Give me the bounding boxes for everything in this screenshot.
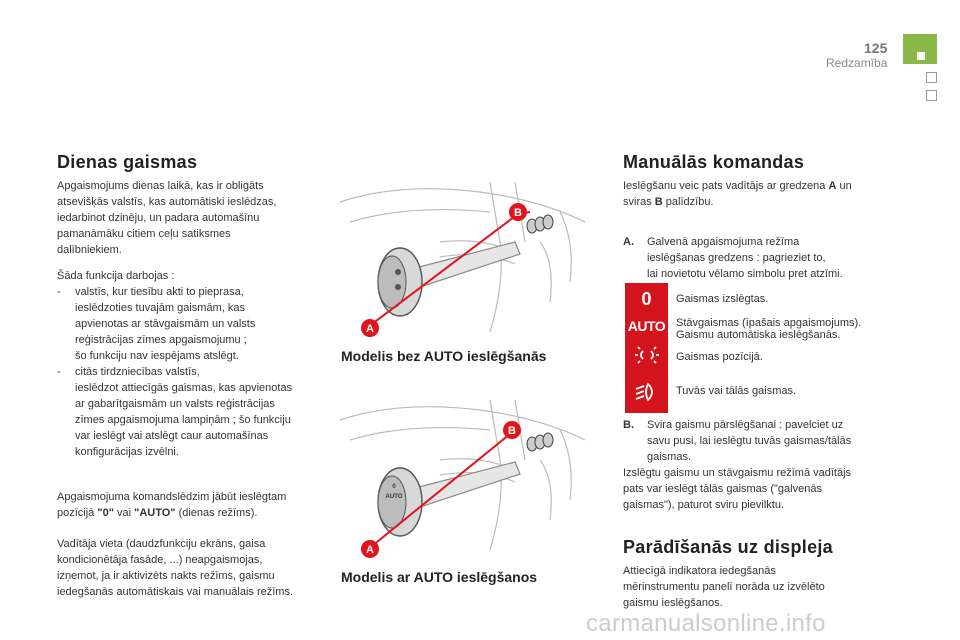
text-line: šo funkciju nav iespējams atslēgt. <box>75 350 239 362</box>
text-line: pats var ieslēgt tālās gaismas ("galvenās <box>623 483 822 495</box>
sidelights-icon <box>625 341 668 369</box>
text-line: savu pusi, lai ieslēgtu tuvās gaismas/tālās <box>647 435 852 447</box>
text-line: dalībniekiem. <box>57 244 122 256</box>
auto-description <box>676 316 861 343</box>
chapter-tab <box>903 34 937 64</box>
light-symbols-panel <box>625 283 668 413</box>
item-b-label: B. <box>623 419 634 431</box>
list-dash: - <box>57 286 61 298</box>
text-line: Šāda funkcija darbojas : <box>57 270 175 282</box>
auto-symbol-icon: AUTO <box>627 318 666 334</box>
caption-no-auto: Modelis bez AUTO ieslēgšanās <box>341 348 547 364</box>
text-line: kondicionētāja fasāde, ...) neapgaismojas, <box>57 554 263 566</box>
text-line: iedegšanās automātiskais vai manuālais režīms. <box>57 586 294 598</box>
text-line: ar gabarītgaismām un valsts reģistrācijas <box>75 398 275 410</box>
caption-with-auto: Modelis ar AUTO ieslēgšanos <box>341 569 538 585</box>
text-line: Ieslēgšanu veic pats vadītājs ar gredzena A un <box>623 180 852 192</box>
section-title: Redzamība <box>826 56 888 70</box>
text-line: Gaismu automātiska ieslēgšanās. <box>676 329 841 341</box>
headlights-description: Tuvās vai tālās gaismas. <box>676 385 797 397</box>
tab-box-icon <box>926 90 937 101</box>
heading-daytime-lights: Dienas gaismas <box>57 152 198 172</box>
list-item <box>57 284 327 364</box>
list-dash: - <box>57 366 61 378</box>
text-line: Galvenā apgaismojuma režīma <box>647 236 800 248</box>
display-paragraph <box>623 563 893 611</box>
text-line: Izslēgtu gaismu un stāvgaismu režīmā vadītājs <box>623 467 852 479</box>
off-symbol-icon: 0 <box>641 288 652 309</box>
text-line: reģistrācijas zīmes apgaismojumu ; <box>75 334 247 346</box>
manual-intro <box>623 178 893 210</box>
text-line: gaismas. <box>647 451 692 463</box>
marker-b: B <box>508 425 516 437</box>
text-line: var ieslēgt vai atslēgt caur automašīnas <box>75 430 269 442</box>
ring-zero-label: 0 <box>392 484 396 490</box>
driver-area-paragraph <box>57 536 332 600</box>
text-line: sviras B palīdzību. <box>623 196 714 208</box>
sidelights-description: Gaismas pozīcijā. <box>676 351 763 363</box>
item-b <box>623 417 893 465</box>
marker-a: A <box>366 544 374 556</box>
intro-paragraph <box>57 178 322 258</box>
text-line: gaismas"), paturot sviru pievilktu. <box>623 499 785 511</box>
headlights-icon <box>625 377 668 407</box>
text-line: ieslēdzoties tuvajām gaismām, kas <box>75 302 245 314</box>
off-description: Gaismas izslēgtas. <box>676 293 769 305</box>
text-line: pozīcijā "0" vai "AUTO" (dienas režīms). <box>57 507 258 519</box>
text-line: valstīs, kur tiesību akti to pieprasa, <box>75 286 244 298</box>
item-a-label: A. <box>623 236 634 248</box>
text-line: atsevišķās valstīs, kas automātiski ieslēdzas, <box>57 196 277 208</box>
text-line: zīmes apgaismojuma lampiņām ; šo funkciju <box>75 414 291 426</box>
value-zero: "0" <box>97 507 114 519</box>
illustration-no-auto <box>340 182 585 342</box>
text-line: pamanāmāku citiem ceļu satiksmes <box>57 228 231 240</box>
text-line: gaismu ieslēgšanos. <box>623 597 723 609</box>
text-line: Svira gaismu pārslēgšanai : pavelciet uz <box>647 419 844 431</box>
text-line: ieslēdzot attiecīgās gaismas, kas apvienotas <box>75 382 293 394</box>
text-line: izņemot, ja ir aktivizēts nakts režīms, gaismu <box>57 570 275 582</box>
page-number: 125 <box>864 40 888 56</box>
switch-position-paragraph <box>57 489 327 521</box>
marker-b: B <box>514 207 522 219</box>
text-line: Attiecīgā indikatora iedegšanās <box>623 565 776 577</box>
heading-display: Parādīšanās uz displeja <box>623 537 833 557</box>
text-line: Apgaismojuma komandslēdzim jābūt ieslēgtam <box>57 491 287 503</box>
text-line: Apgaismojums dienas laikā, kas ir obligāts <box>57 180 264 192</box>
text-line: ieslēgšanas gredzens : pagrieziet to, <box>647 252 826 264</box>
tab-box-icon <box>926 72 937 83</box>
watermark: carmanualsonline.info <box>586 610 826 637</box>
heading-manual-controls: Manuālās komandas <box>623 152 805 172</box>
text-line: apvienotas ar stāvgaismām un valsts <box>75 318 256 330</box>
text-line: Vadītāja vieta (daudzfunkciju ekrāns, gaisa <box>57 538 266 550</box>
text-line: Stāvgaismas (īpašais apgaismojums). <box>676 317 862 329</box>
text-line: lai novietotu vēlamo simbolu pret atzīmi. <box>647 268 843 280</box>
headlamp-flash-paragraph <box>623 465 898 513</box>
item-a <box>623 234 893 282</box>
text-line: konfigurācijas izvēlni. <box>75 446 179 458</box>
function-list <box>57 268 327 460</box>
illustration-with-auto <box>340 400 585 562</box>
ring-auto-label: AUTO <box>385 494 403 500</box>
text-line: citās tirdzniecības valstīs, <box>75 366 200 378</box>
list-item <box>57 364 327 460</box>
text-line: mērinstrumentu panelī norāda uz izvēlēto <box>623 581 825 593</box>
text-line: iedarbinot dzinēju, un padara automašīnu <box>57 212 260 224</box>
marker-a: A <box>366 323 374 335</box>
tab-marker-icon <box>917 52 925 60</box>
value-auto: "AUTO" <box>134 507 176 519</box>
